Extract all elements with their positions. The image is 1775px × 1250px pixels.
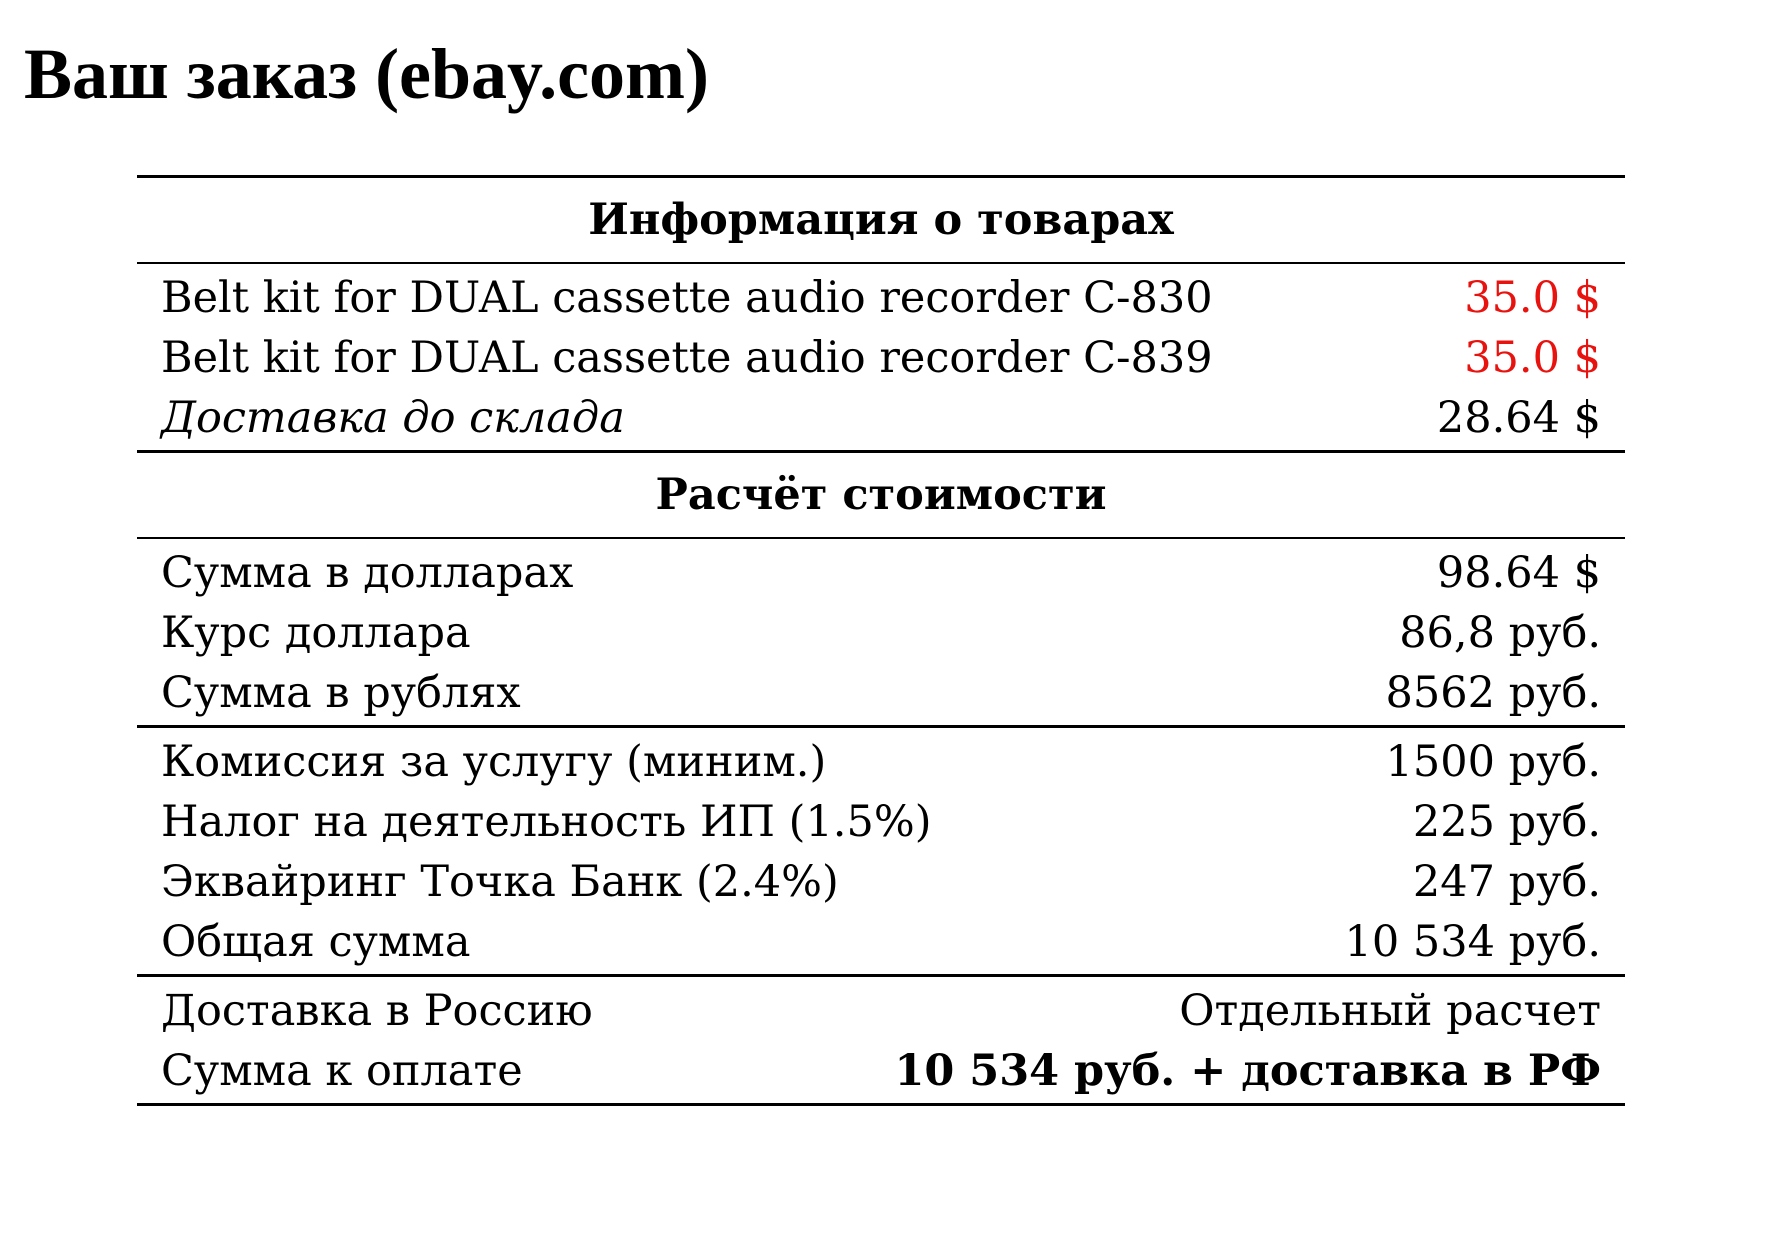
order-table xyxy=(137,175,1625,1106)
fees-list xyxy=(137,728,1625,974)
amount-due-value: 10 534 руб. + доставка в РФ xyxy=(894,1046,1601,1096)
sum-rub-row xyxy=(137,663,1625,723)
sum-rub-value: 8562 руб. xyxy=(1385,668,1601,718)
exchange-rate-row xyxy=(137,603,1625,663)
russia-delivery-label: Доставка в Россию xyxy=(161,986,593,1036)
goods-item-row xyxy=(137,268,1625,328)
acquiring-value: 247 руб. xyxy=(1412,857,1601,907)
page-title: Ваш заказ (ebay.com) xyxy=(24,34,709,114)
sum-usd-row xyxy=(137,543,1625,603)
table-bottom-rule xyxy=(137,1103,1625,1106)
conversion-list xyxy=(137,539,1625,725)
sum-usd-value: 98.64 $ xyxy=(1436,548,1601,598)
service-fee-label: Комиссия за услугу (миним.) xyxy=(161,737,827,787)
sum-usd-label: Сумма в долларах xyxy=(161,548,574,598)
goods-section-header: Информация о товарах xyxy=(588,195,1174,245)
acquiring-label: Эквайринг Точка Банк (2.4%) xyxy=(161,857,839,907)
sum-rub-label: Сумма в рублях xyxy=(161,668,521,718)
tax-label: Налог на деятельность ИП (1.5%) xyxy=(161,797,932,847)
tax-row xyxy=(137,792,1625,852)
calculation-section-header: Расчёт стоимости xyxy=(655,470,1107,520)
goods-item-name: Belt kit for DUAL cassette audio recorder C-830 xyxy=(161,273,1213,323)
service-fee-row xyxy=(137,732,1625,792)
total-row xyxy=(137,912,1625,972)
russia-delivery-value: Отдельный расчет xyxy=(1179,986,1601,1036)
amount-due-label: Сумма к оплате xyxy=(161,1046,523,1096)
exchange-rate-value: 86,8 руб. xyxy=(1399,608,1601,658)
goods-item-row xyxy=(137,328,1625,388)
total-label: Общая сумма xyxy=(161,917,471,967)
final-list xyxy=(137,977,1625,1103)
warehouse-delivery-row xyxy=(137,388,1625,448)
russia-delivery-row xyxy=(137,981,1625,1041)
service-fee-value: 1500 руб. xyxy=(1385,737,1601,787)
goods-item-price: 35.0 $ xyxy=(1464,333,1601,383)
warehouse-delivery-label: Доставка до склада xyxy=(161,393,625,443)
amount-due-row xyxy=(137,1041,1625,1101)
tax-value: 225 руб. xyxy=(1412,797,1601,847)
exchange-rate-label: Курс доллара xyxy=(161,608,471,658)
total-value: 10 534 руб. xyxy=(1344,917,1601,967)
goods-item-name: Belt kit for DUAL cassette audio recorder C-839 xyxy=(161,333,1213,383)
warehouse-delivery-value: 28.64 $ xyxy=(1436,393,1601,443)
acquiring-row xyxy=(137,852,1625,912)
goods-list xyxy=(137,264,1625,450)
goods-item-price: 35.0 $ xyxy=(1464,273,1601,323)
